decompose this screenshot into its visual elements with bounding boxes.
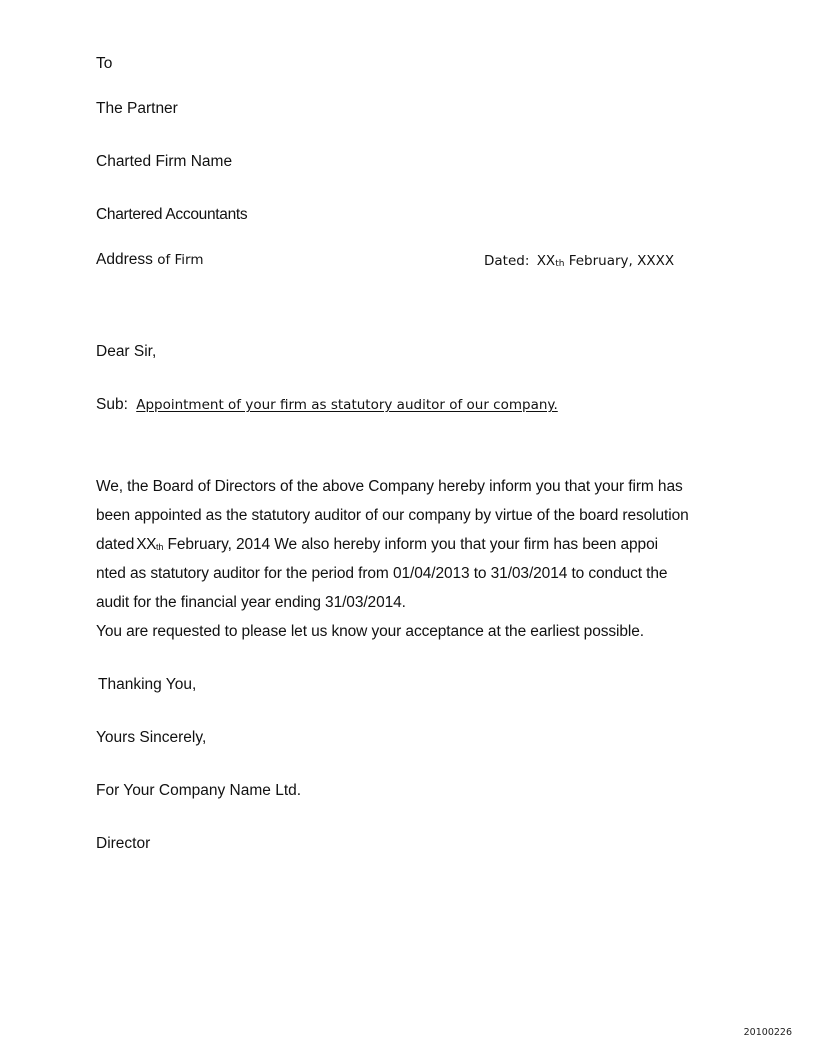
firm-name: Charted Firm Name	[96, 153, 233, 170]
body-line-3-suffix: th	[155, 542, 164, 552]
dated-rest: February, XXXX	[568, 253, 675, 269]
subject-line	[96, 395, 558, 415]
closing: Yours Sincerely,	[96, 729, 207, 746]
recipient: The Partner	[96, 100, 178, 117]
firm-address	[96, 250, 204, 270]
body-line-3-rest: February, 2014 We also hereby inform you that your firm has been appoi	[167, 536, 658, 553]
thanks: Thanking You,	[98, 676, 197, 693]
signatory: Director	[96, 835, 151, 852]
firm-address-part-b: of Firm	[157, 252, 204, 268]
body-line-5: audit for the financial year ending 31/03/2014.	[96, 594, 406, 611]
firm-type: Chartered Accountants	[96, 206, 248, 223]
dated-day-suffix: th	[555, 259, 565, 269]
subject-label: Sub:	[96, 396, 128, 413]
body-line-6: You are requested to please let us know your acceptance at the earliest possible.	[96, 623, 644, 640]
body-line-3-dated: dated	[96, 536, 135, 553]
dated-day: XX	[536, 253, 556, 269]
footer-code: 20100226	[743, 1027, 792, 1038]
body-line-2: been appointed as the statutory auditor of our company by virtue of the board resolution	[96, 507, 689, 524]
company-name: For Your Company Name Ltd.	[96, 782, 302, 799]
dated-label: Dated:	[484, 253, 530, 269]
firm-address-part-a: Address	[96, 251, 153, 268]
to-label: To	[96, 55, 113, 72]
body-line-1: We, the Board of Directors of the above Company hereby inform you that your firm has	[96, 478, 683, 495]
salutation: Dear Sir,	[96, 343, 157, 360]
body-line-4: nted as statutory auditor for the period from 01/04/2013 to 31/03/2014 to conduct the	[96, 565, 668, 582]
dated-line	[484, 251, 674, 274]
body-line-3	[96, 535, 658, 557]
subject-text: Appointment of your firm as statutory auditor of our company.	[136, 397, 558, 413]
body-line-3-day: XX	[136, 536, 156, 553]
